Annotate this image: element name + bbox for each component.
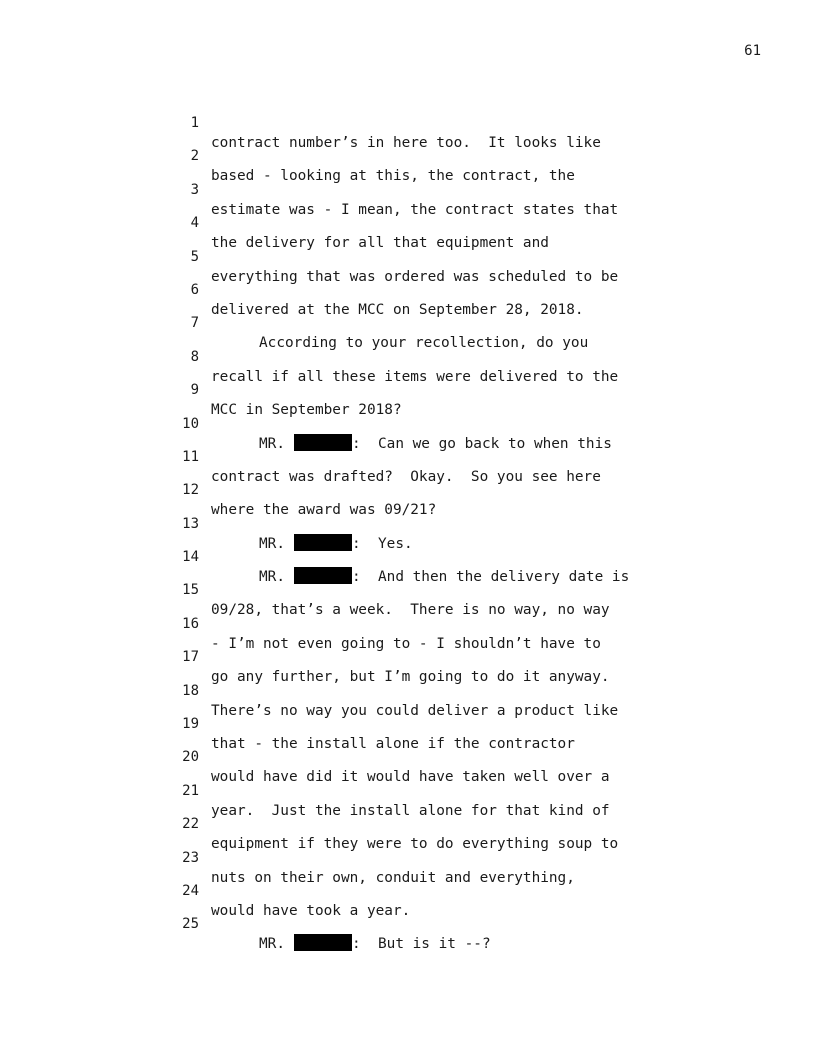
line-text: based - looking at this, the contract, the [211, 168, 575, 185]
line-number: 4 [190, 215, 199, 232]
line-number: 19 [182, 716, 199, 733]
transcript-line [176, 427, 696, 485]
page-number: 61 [744, 43, 761, 59]
line-text: : And then the delivery date is [352, 569, 630, 586]
transcript-line [176, 828, 696, 886]
line-text: According to your recollection, do you [259, 335, 589, 352]
line-text: equipment if they were to do everything soup to [211, 836, 619, 853]
line-text: year. Just the install alone for that kind of [211, 802, 610, 819]
transcript-line [176, 560, 696, 619]
transcript-line [176, 260, 696, 318]
line-number: 12 [182, 482, 199, 499]
line-text: recall if all these items were delivered to the [211, 368, 619, 385]
line-text: contract was drafted? Okay. So you see here [211, 468, 601, 485]
line-text: everything that was ordered was scheduled to be [211, 268, 619, 285]
transcript-line [176, 494, 696, 552]
line-text: go any further, but I’m going to do it anyway. [211, 669, 610, 686]
transcript-line [176, 527, 696, 586]
line-number: 9 [190, 382, 199, 399]
transcript-line [176, 594, 696, 652]
line-number: 15 [182, 582, 199, 599]
line-number: 23 [182, 849, 199, 866]
line-text: 09/28, that’s a week. There is no way, no way [211, 602, 610, 619]
speaker-label: MR. [259, 569, 285, 586]
line-text: where the award was 09/21? [211, 502, 437, 519]
line-number: 10 [182, 415, 199, 432]
line-number: 14 [182, 549, 199, 566]
transcript-line [176, 761, 696, 819]
line-text: : Yes. [352, 535, 413, 552]
transcript-line [176, 661, 696, 719]
transcript-line [176, 460, 696, 519]
line-text: : But is it --? [352, 936, 491, 953]
transcript-line [176, 193, 696, 252]
line-number: 1 [190, 115, 199, 131]
line-text: There’s no way you could deliver a product like [211, 702, 619, 719]
transcript-line [176, 126, 696, 185]
line-text: contract number’s in here too. It looks like [211, 135, 601, 151]
line-number: 22 [182, 816, 199, 833]
transcript-line [176, 394, 696, 452]
transcript-body [176, 93, 696, 953]
line-text: delivered at the MCC on September 28, 2018. [211, 301, 584, 318]
line-number: 17 [182, 649, 199, 666]
transcript-line [176, 160, 696, 218]
transcript-line [176, 293, 696, 352]
line-text: estimate was - I mean, the contract states that [211, 201, 619, 218]
transcript-line [176, 694, 696, 753]
speaker-label: MR. [259, 936, 285, 953]
transcript-line [176, 727, 696, 786]
line-text: MCC in September 2018? [211, 402, 402, 419]
line-number: 20 [182, 749, 199, 766]
line-text: that - the install alone if the contractor [211, 736, 575, 753]
speaker-label: MR. [259, 535, 285, 552]
transcript-line [176, 227, 696, 285]
line-text: the delivery for all that equipment and [211, 235, 549, 252]
line-number: 18 [182, 682, 199, 699]
line-number: 16 [182, 615, 199, 632]
speaker-label: MR. [259, 435, 285, 452]
transcript-line [176, 894, 696, 953]
line-number: 21 [182, 782, 199, 799]
line-number: 2 [190, 148, 199, 165]
line-number: 7 [190, 315, 199, 332]
redaction-block [294, 934, 352, 951]
line-number: 5 [190, 248, 199, 265]
transcript-line [176, 627, 696, 686]
line-text: - I’m not even going to - I shouldn’t have to [211, 635, 601, 652]
line-number: 3 [190, 181, 199, 198]
line-number: 8 [190, 348, 199, 365]
line-number: 11 [182, 448, 199, 465]
transcript-line [176, 360, 696, 419]
line-number: 24 [182, 882, 199, 899]
line-text: nuts on their own, conduit and everything, [211, 869, 575, 886]
line-text: would have did it would have taken well over a [211, 769, 610, 786]
line-text: would have took a year. [211, 902, 411, 919]
transcript-line [176, 794, 696, 853]
line-text: : Can we go back to when this [352, 435, 612, 452]
line-number: 25 [182, 916, 199, 933]
transcript-line [176, 93, 696, 151]
transcript-line [176, 861, 696, 919]
transcript-line [176, 327, 696, 385]
line-number: 6 [190, 281, 199, 298]
line-number: 13 [182, 515, 199, 532]
